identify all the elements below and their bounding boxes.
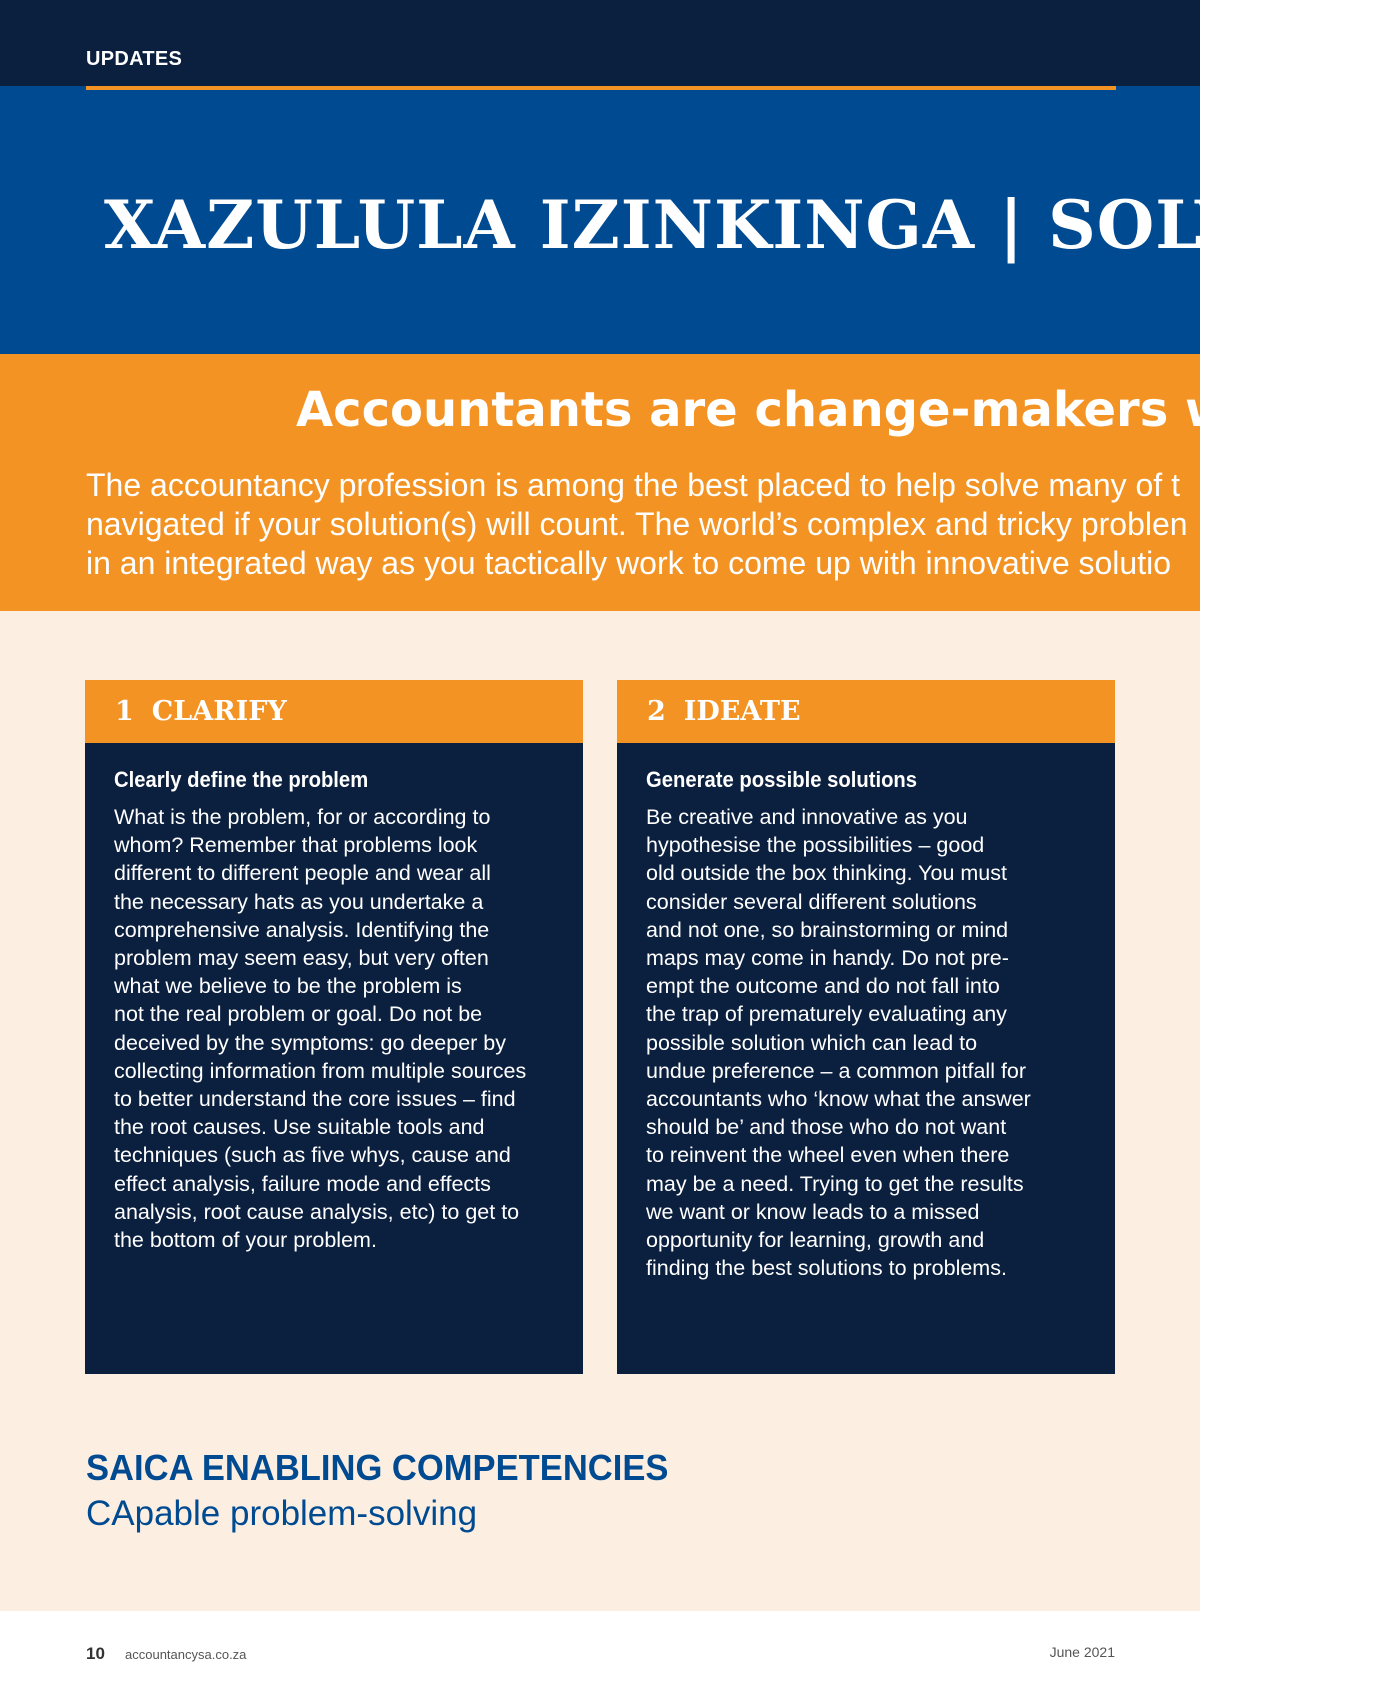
- card-title: IDEATE: [683, 696, 801, 727]
- intro-headline: Accountants are change-makers who s: [296, 382, 1342, 438]
- issue-date: June 2021: [1049, 1644, 1115, 1660]
- card-line: we want or know leads to a missed: [646, 1199, 980, 1224]
- card-line: whom? Remember that problems look: [114, 833, 478, 858]
- step-number: 2: [647, 696, 666, 727]
- card-line: the necessary hats as you undertake a: [114, 889, 484, 914]
- card-line: empt the outcome and do not fall into: [646, 974, 1000, 999]
- card-line: opportunity for learning, growth and: [646, 1228, 985, 1253]
- card-header: [617, 680, 1115, 743]
- card-line: consider several different solutions: [646, 889, 977, 914]
- competencies-subheading: CApable problem-solving: [86, 1494, 478, 1533]
- card-line: comprehensive analysis. Identifying the: [114, 917, 490, 942]
- card-line: deceived by the symptoms: go deeper by: [114, 1030, 506, 1055]
- card-line: finding the best solutions to problems.: [646, 1256, 1007, 1281]
- card-line: Be creative and innovative as you: [646, 805, 968, 829]
- card-line: accountants who ‘know what the answer: [646, 1087, 1031, 1112]
- intro-line: The accountancy profession is among the best placed to help solve many of t: [86, 467, 1180, 503]
- card-line: collecting information from multiple sources: [114, 1058, 527, 1083]
- card-line: undue preference – a common pitfall for: [646, 1058, 1027, 1083]
- card-line: to reinvent the wheel even when there: [646, 1143, 1010, 1168]
- card-body: [617, 743, 1115, 1282]
- card-line: the root causes. Use suitable tools and: [114, 1115, 485, 1140]
- card-ideate: [617, 680, 1115, 1374]
- card-line: and not one, so brainstorming or mind: [646, 917, 1009, 942]
- website-link[interactable]: accountancysa.co.za: [125, 1647, 247, 1662]
- step-number: 1: [115, 696, 134, 727]
- competencies-heading: SAICA ENABLING COMPETENCIES: [86, 1447, 669, 1488]
- card-line: the bottom of your problem.: [114, 1228, 377, 1253]
- card-text: [646, 803, 1089, 1282]
- title-band: [0, 86, 1373, 354]
- intro-line: navigated if your solution(s) will count. The world’s complex and tricky problen: [86, 506, 1188, 542]
- card-line: effect analysis, failure mode and effects: [114, 1171, 491, 1196]
- card-title: CLARIFY: [151, 696, 287, 727]
- card-line: should be’ and those who do not want: [646, 1115, 1007, 1140]
- card-line: analysis, root cause analysis, etc) to get to: [114, 1199, 520, 1224]
- card-line: not the real problem or goal. Do not be: [114, 1002, 483, 1027]
- card-text: [114, 803, 557, 1254]
- card-line: old outside the box thinking. You must: [646, 861, 1007, 886]
- card-line: may be a need. Trying to get the results: [646, 1171, 1024, 1196]
- top-bar: [0, 0, 1200, 86]
- card-line: the trap of prematurely evaluating any: [646, 1002, 1007, 1027]
- page-title: XAZULULA IZINKINGA | SOLVE P: [104, 186, 1373, 264]
- card-line: different to different people and wear all: [114, 861, 491, 886]
- intro-line: in an integrated way as you tactically work to come up with innovative solutio: [86, 545, 1171, 581]
- card-line: What is the problem, for or according to: [114, 805, 491, 829]
- card-line: techniques (such as five whys, cause and: [114, 1143, 511, 1168]
- card-line: problem may seem easy, but very often: [114, 946, 489, 971]
- card-line: hypothesise the possibilities – good: [646, 833, 985, 858]
- page-number: 10: [86, 1644, 105, 1663]
- card-line: maps may come in handy. Do not pre-: [646, 946, 1009, 971]
- card-line: possible solution which can lead to: [646, 1030, 978, 1055]
- section-label: UPDATES: [86, 48, 183, 70]
- card-body: [85, 743, 583, 1254]
- page-footer: [0, 1611, 1200, 1696]
- card-clarify: [85, 680, 583, 1374]
- card-subheading: Generate possible solutions: [646, 767, 918, 792]
- intro-paragraph: [86, 466, 1188, 583]
- card-header: [85, 680, 583, 743]
- header-rule: [86, 86, 1116, 90]
- card-line: to better understand the core issues – find: [114, 1087, 516, 1112]
- intro-band: [0, 354, 1342, 611]
- card-subheading: Clearly define the problem: [114, 767, 369, 792]
- card-line: what we believe to be the problem is: [114, 974, 462, 999]
